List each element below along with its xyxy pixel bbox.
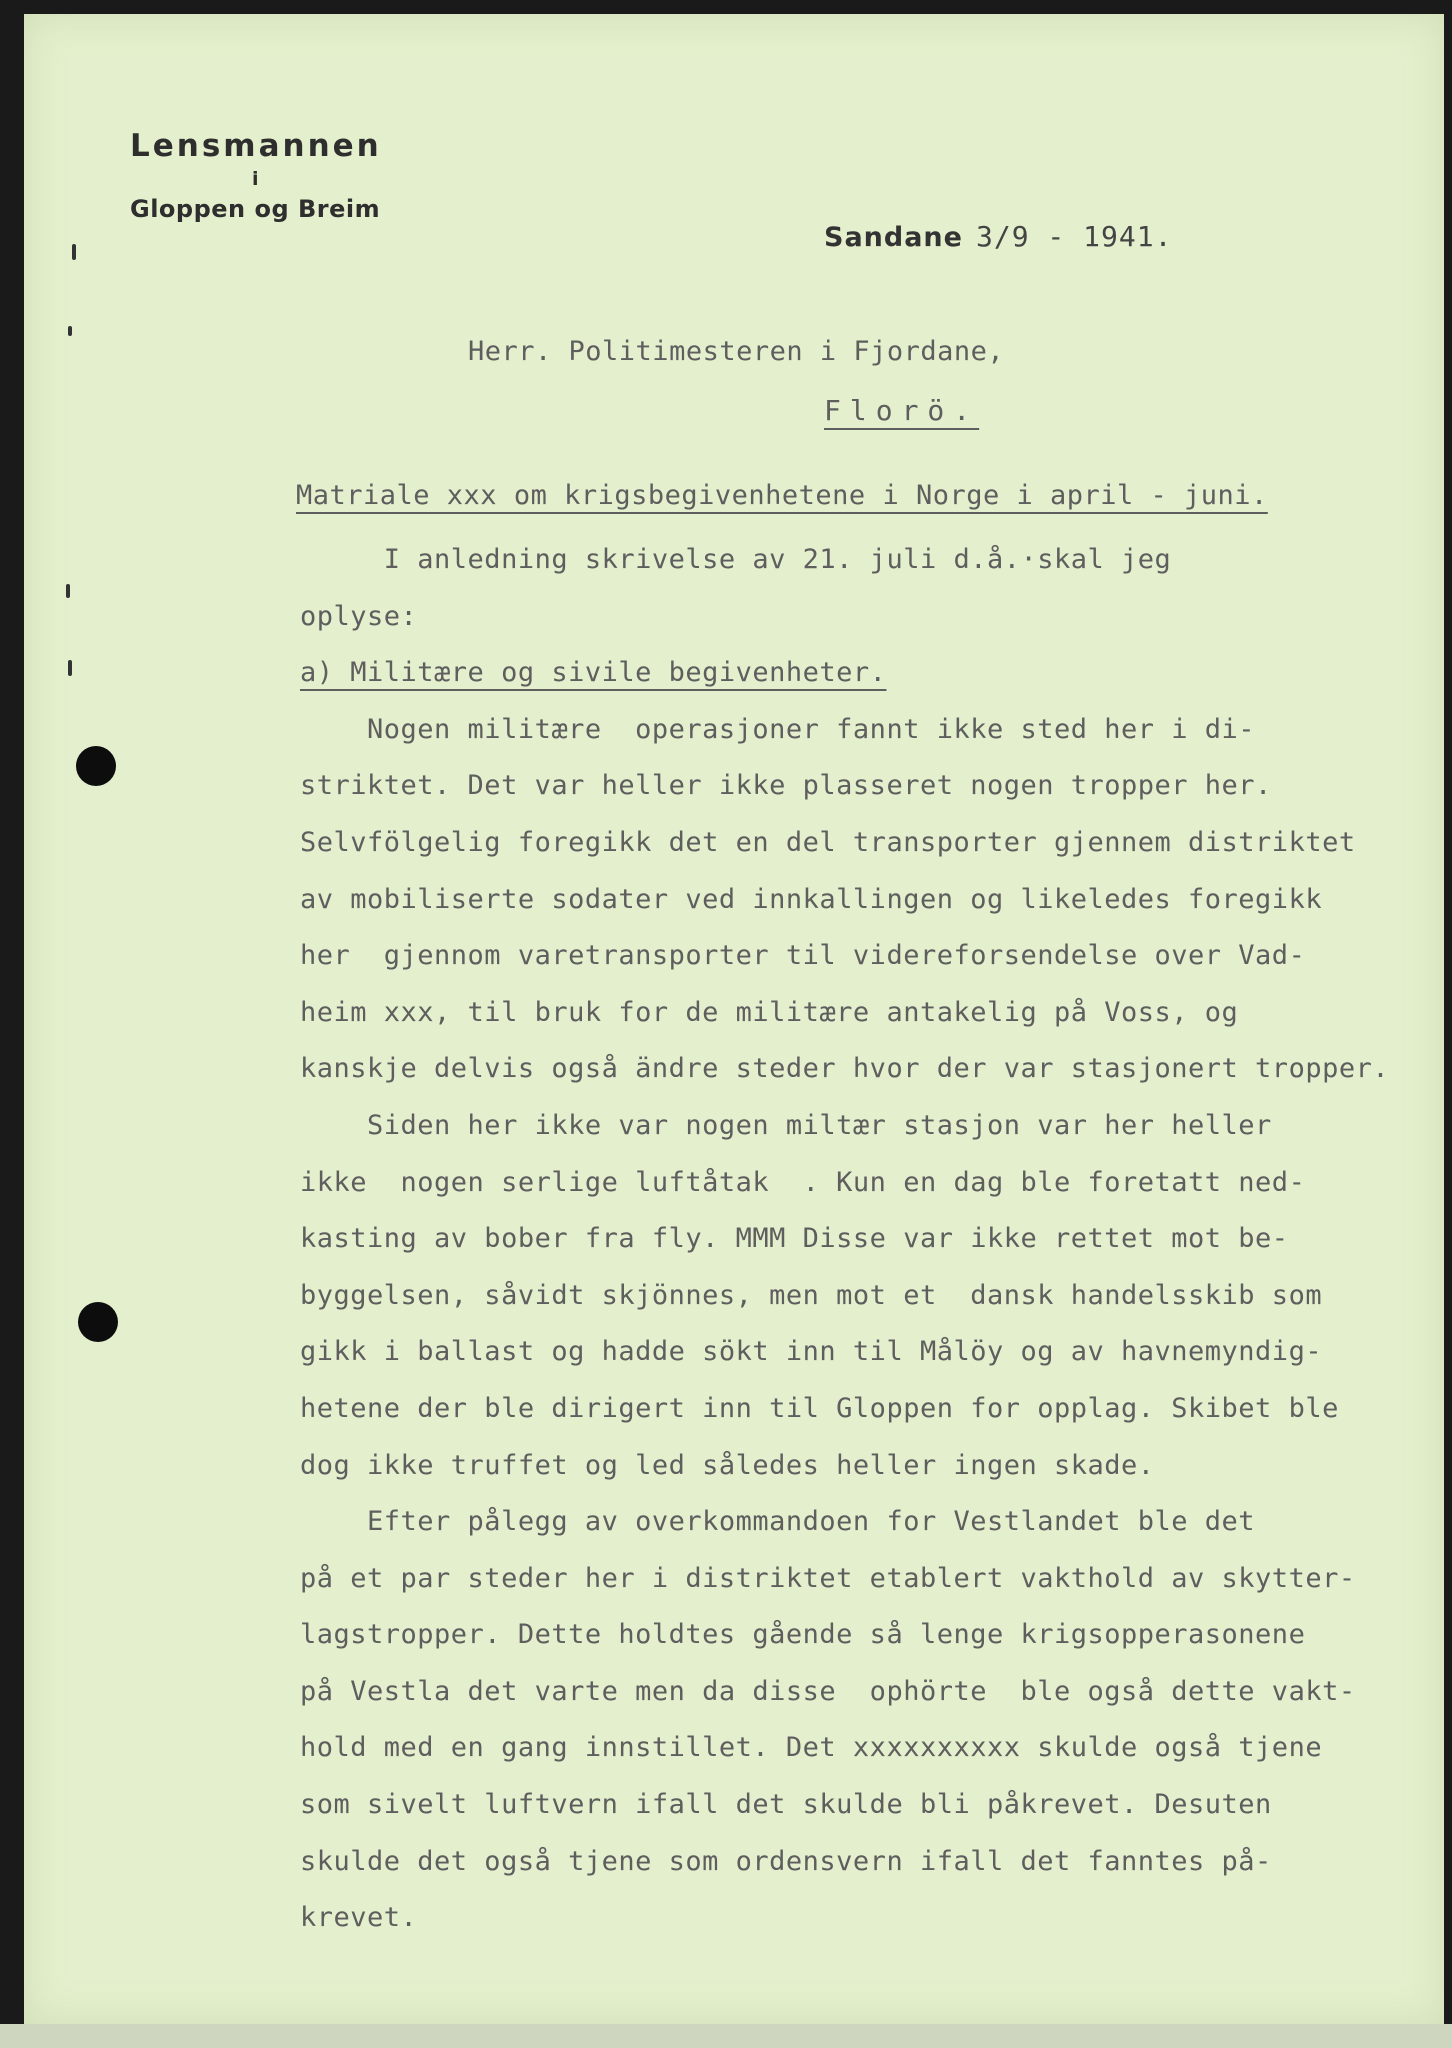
letter-body <box>300 532 1410 1947</box>
margin-mark <box>66 584 70 598</box>
body-line: Nogen militære operasjoner fannt ikke sted her i di- <box>300 713 1256 745</box>
body-line: kasting av bober fra fly. MMM Disse var ikke rettet mot be- <box>300 1223 1289 1255</box>
letterhead-connector: i <box>252 168 259 190</box>
body-line: av mobiliserte sodater ved innkallingen og likeledes foregikk <box>300 883 1323 915</box>
body-line: oplyse: <box>300 600 418 632</box>
body-line: her gjennom varetransporter til videreforsendelse over Vad- <box>300 940 1306 972</box>
margin-mark <box>68 326 72 336</box>
body-line: kanskje delvis også ändre steder hvor der var stasjonert tropper. <box>300 1053 1390 1085</box>
section-heading: a) Militære og sivile begivenheter. <box>300 657 887 689</box>
body-line: som sivelt luftvern ifall det skulde bli påkrevet. Desuten <box>300 1789 1272 1821</box>
scan-bottom-edge <box>0 2024 1452 2048</box>
letterhead <box>130 126 382 226</box>
body-line: skulde det også tjene som ordensvern ifall det fanntes på- <box>300 1845 1272 1877</box>
recipient-city: Florö. <box>824 394 980 427</box>
body-line: hold med en gang innstillet. Det xxxxxxxxxx skulde også tjene <box>300 1732 1323 1764</box>
punch-hole-lower <box>78 1302 118 1342</box>
punch-hole-upper <box>76 746 116 786</box>
subject-line: Matriale xxx om krigsbegivenhetene i Norge i april - juni. <box>296 480 1268 511</box>
body-line: krevet. <box>300 1902 418 1934</box>
body-line: hetene der ble dirigert inn til Gloppen for opplag. Skibet ble <box>300 1392 1339 1424</box>
body-line: Siden her ikke var nogen miltær stasjon var her heller <box>300 1109 1272 1141</box>
body-line: byggelsen, såvidt skjönnes, men mot et dansk handelsskib som <box>300 1279 1323 1311</box>
body-line: på Vestla det varte men da disse ophörte ble også dette vakt- <box>300 1675 1356 1707</box>
body-line: på et par steder her i distriktet etablert vakthold av skytter- <box>300 1562 1356 1594</box>
body-line: Efter pålegg av overkommandoen for Vestlandet ble det <box>300 1506 1256 1538</box>
recipient-line: Herr. Politimesteren i Fjordane, <box>468 336 1005 367</box>
body-line: heim xxx, til bruk for de militære antakelig på Voss, og <box>300 996 1239 1028</box>
body-line: dog ikke truffet og led således heller ingen skade. <box>300 1449 1155 1481</box>
letter-page <box>24 14 1444 2024</box>
letterhead-district: Gloppen og Breim <box>130 195 381 223</box>
letterhead-title: Lensmannen <box>130 128 382 164</box>
body-line: I anledning skrivelse av 21. juli d.å.·skal jeg <box>300 544 1172 575</box>
body-line: ikke nogen serlige luftåtak . Kun en dag ble foretatt ned- <box>300 1166 1306 1198</box>
margin-mark <box>72 244 76 260</box>
body-line: lagstropper. Dette holdtes gående så lenge krigsopperasonene <box>300 1619 1306 1651</box>
margin-mark <box>68 660 72 676</box>
place-name: Sandane <box>824 222 963 253</box>
body-line: Selvfölgelig foregikk det en del transporter gjennem distriktet <box>300 826 1356 858</box>
letter-date: 3/9 - 1941. <box>976 220 1173 253</box>
body-line: striktet. Det var heller ikke plasseret nogen tropper her. <box>300 770 1272 802</box>
body-line: gikk i ballast og hadde sökt inn til Målöy og av havnemyndig- <box>300 1336 1323 1368</box>
